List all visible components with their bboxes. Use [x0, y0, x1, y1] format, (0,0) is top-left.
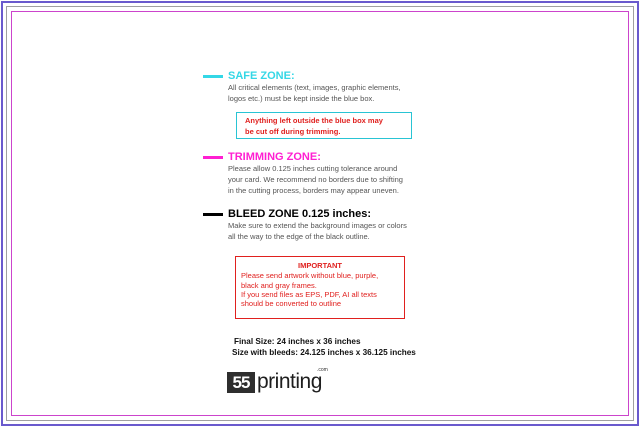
safe-zone-warning-line: be cut off during trimming.	[245, 126, 341, 136]
bleed-zone-title: BLEED ZONE 0.125 inches:	[228, 208, 372, 220]
trimming-zone-title: TRIMMING ZONE:	[228, 151, 321, 163]
trimming-zone-marker	[203, 156, 223, 159]
safe-zone-section	[203, 69, 463, 105]
important-line: Please send artwork without blue, purple,	[241, 271, 379, 281]
safe-zone-line: All critical elements (text, images, graphic elements,	[228, 83, 401, 92]
brand-logo	[227, 369, 337, 393]
safe-zone-description	[228, 83, 463, 105]
safe-zone-marker	[203, 75, 223, 78]
safe-zone-title: SAFE ZONE:	[228, 70, 295, 82]
important-line: black and gray frames.	[241, 280, 317, 290]
important-line: should be converted to outline	[241, 299, 342, 309]
logo-wordmark: printing	[257, 370, 322, 393]
bleed-zone-marker	[203, 213, 223, 216]
important-line: If you send files as EPS, PDF, AI all texts	[241, 289, 377, 299]
bleed-zone-section	[203, 207, 463, 243]
bleed-size-text: Size with bleeds: 24.125 inches x 36.125 inches	[232, 348, 416, 357]
bleed-zone-line: Make sure to extend the background images or colors	[228, 221, 407, 230]
logo-suffix: .com	[317, 367, 328, 373]
final-size-text: Final Size: 24 inches x 36 inches	[234, 337, 361, 346]
safe-zone-line: logos etc.) must be kept inside the blue box.	[228, 93, 375, 103]
trimming-zone-line: your card. We recommend no borders due to shifting	[228, 174, 403, 184]
logo-mark: 55	[227, 372, 255, 393]
bleed-zone-line: all the way to the edge of the black outline.	[228, 231, 370, 241]
trimming-zone-line: Please allow 0.125 inches cutting tolerance around	[228, 164, 398, 173]
important-notice-box	[235, 256, 405, 319]
important-title: IMPORTANT	[297, 261, 343, 270]
trimming-zone-line: in the cutting process, borders may appear uneven.	[228, 185, 399, 195]
trimming-zone-section	[203, 150, 463, 196]
safe-zone-warning-box	[236, 112, 412, 139]
safe-zone-warning-line: Anything left outside the blue box may	[245, 116, 383, 125]
trimming-zone-description	[228, 164, 463, 196]
bleed-zone-description	[228, 221, 463, 243]
